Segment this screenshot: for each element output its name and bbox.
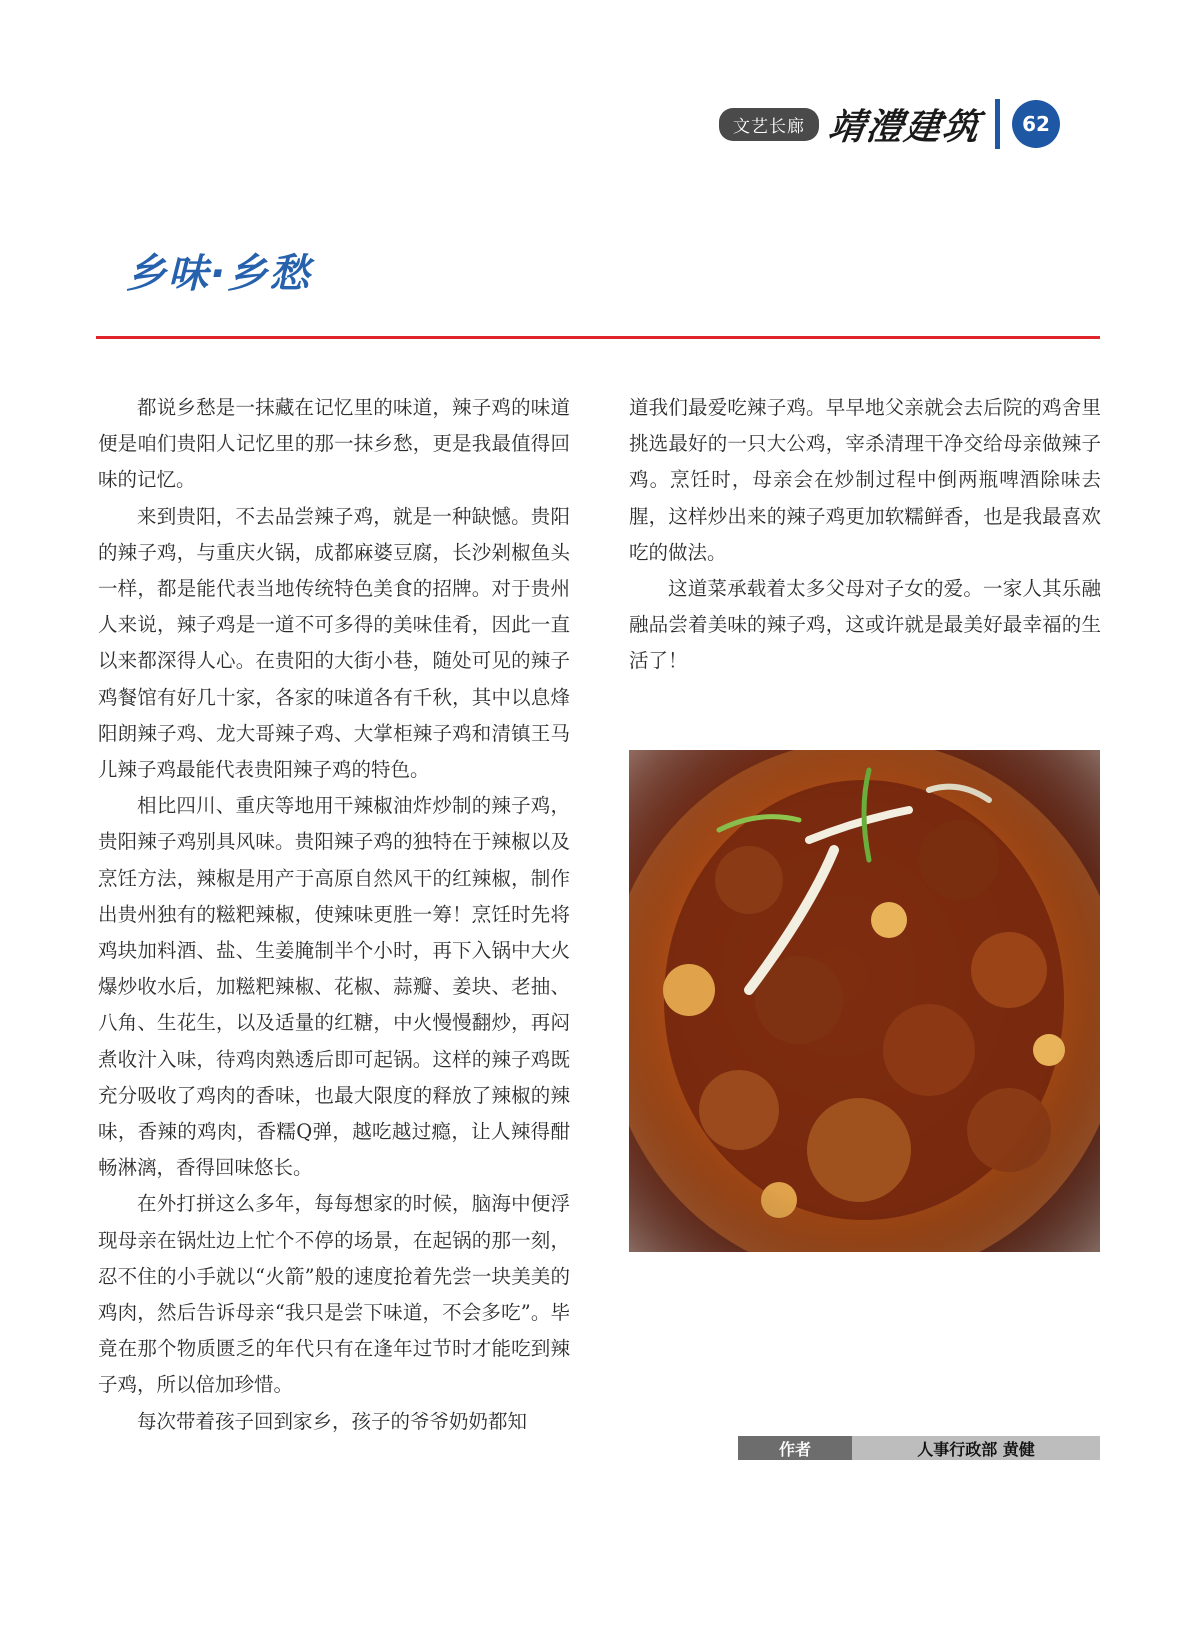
paragraph: 这道菜承载着太多父母对子女的爱。一家人其乐融融品尝着美味的辣子鸡，这或许就是最美好最幸福的生活了！	[629, 577, 1101, 673]
paragraph: 每次带着孩子回到家乡，孩子的爷爷奶奶都知	[137, 1409, 528, 1433]
page-number: 62	[1012, 100, 1060, 148]
paragraph: 道我们最爱吃辣子鸡。早早地父亲就会去后院的鸡舍里挑选最好的一只大公鸡，宰杀清理干净交给母亲做辣子鸡。烹饪时，母亲会在炒制过程中倒两瓶啤酒除味去腥，这样炒出来的辣子鸡更加软糯鲜香，也是我最喜欢吃的做法。	[629, 396, 1101, 564]
header-divider	[995, 99, 1000, 149]
paragraph: 在外打拼这么多年，每每想家的时候，脑海中便浮现母亲在锅灶边上忙个不停的场景，在起锅的那一刻，忍不住的小手就以“火箭”般的速度抢着先尝一块美美的鸡肉，然后告诉母亲“我只是尝下味道，不会多吃”。毕竟在那个物质匮乏的年代只有在逢年过节时才能吃到辣子鸡，所以倍加珍惜。	[98, 1192, 570, 1397]
paragraph: 都说乡愁是一抹藏在记忆里的味道，辣子鸡的味道便是咱们贵阳人记忆里的那一抹乡愁，更是我最值得回味的记忆。	[98, 396, 570, 492]
left-column	[98, 390, 570, 1440]
paragraph: 相比四川、重庆等地用干辣椒油炸炒制的辣子鸡，贵阳辣子鸡别具风味。贵阳辣子鸡的独特在于辣椒以及烹饪方法，辣椒是用产于高原自然风干的红辣椒，制作出贵州独有的糍粑辣椒，使辣味更胜一筹！烹饪时先将鸡块加料酒、盐、生姜腌制半个小时，再下入锅中大火爆炒收水后，加糍粑辣椒、花椒、蒜瓣、姜块、老抽、八角、生花生，以及适量的红糖，中火慢慢翻炒，再闷煮收汁入味，待鸡肉熟透后即可起锅。这样的辣子鸡既充分吸收了鸡肉的香味，也最大限度的释放了辣椒的辣味，香辣的鸡肉，香糯Q弹，越吃越过瘾，让人辣得酣畅淋漓，香得回味悠长。	[98, 794, 570, 1180]
spicy-chicken-photo	[629, 750, 1100, 1252]
title-rule	[96, 336, 1100, 339]
food-illustration	[629, 750, 1100, 1252]
section-tag: 文艺长廊	[719, 108, 819, 141]
right-column	[629, 390, 1101, 680]
page-header	[719, 96, 1060, 152]
magazine-logo: 靖澧建筑	[825, 105, 984, 148]
paragraph: 来到贵阳，不去品尝辣子鸡，就是一种缺憾。贵阳的辣子鸡，与重庆火锅，成都麻婆豆腐，长沙剁椒鱼头一样，都是能代表当地传统特色美食的招牌。对于贵州人来说，辣子鸡是一道不可多得的美味佳肴，因此一直以来都深得人心。在贵阳的大街小巷，随处可见的辣子鸡餐馆有好几十家，各家的味道各有千秋，其中以息烽阳朗辣子鸡、龙大哥辣子鸡、大掌柜辣子鸡和清镇王马儿辣子鸡最能代表贵阳辣子鸡的特色。	[98, 504, 570, 782]
author-bar	[738, 1436, 1100, 1460]
author-label: 作者	[738, 1436, 852, 1460]
author-name: 人事行政部 黄健	[852, 1436, 1100, 1460]
article-title: 乡味·乡愁	[126, 251, 312, 297]
